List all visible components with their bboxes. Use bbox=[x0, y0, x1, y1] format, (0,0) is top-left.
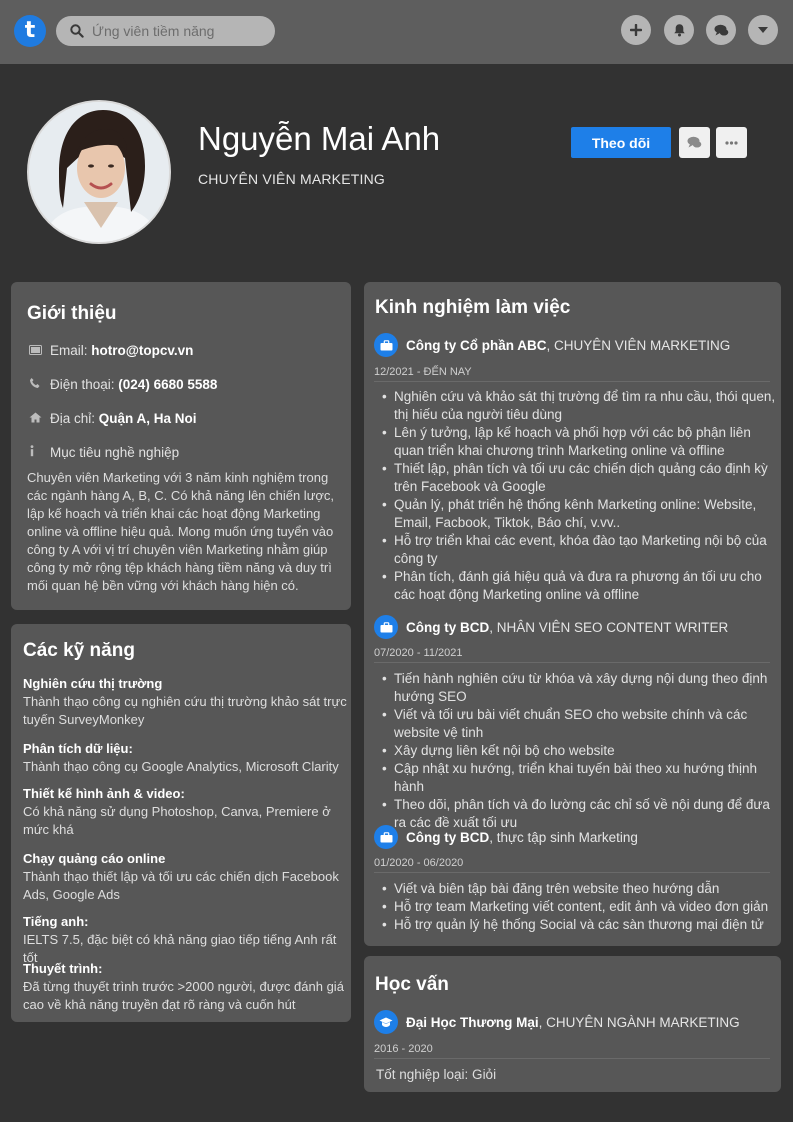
briefcase-icon bbox=[374, 333, 398, 357]
email-icon bbox=[29, 344, 43, 358]
skill-name: Phân tích dữ liệu: bbox=[23, 741, 133, 756]
email-label: Email: bbox=[50, 343, 92, 358]
skill-desc: Thành thạo công cụ Google Analytics, Microsoft Clarity bbox=[23, 759, 339, 774]
objective-text: Chuyên viên Marketing với 3 năm kinh nghiệm trong các ngành hàng A, B, C. Có khả năng lên chiến lược, lập kế hoạch và triển khai các hoạt động Marketing online và offline hiệu quả. Mong muốn ứng tuyển vào công ty A với vị trí chuyên viên Marketing nhằm giúp công ty mở rộng tệp khách hàng tiềm năng và duy trì mối quan hệ bền vững với khách hàng hiện có. bbox=[27, 470, 335, 593]
bell-icon bbox=[673, 23, 686, 37]
experience-heading: Kinh nghiệm làm việc bbox=[375, 297, 571, 318]
address-label: Địa chỉ: bbox=[50, 411, 99, 426]
divider bbox=[374, 1058, 770, 1059]
phone-row bbox=[29, 377, 217, 392]
job-header bbox=[374, 825, 638, 849]
job-date: 07/2020 - 11/2021 bbox=[374, 647, 463, 659]
skill-name: Tiếng anh: bbox=[23, 914, 89, 929]
notifications-button[interactable] bbox=[664, 15, 694, 45]
profile-name: Nguyễn Mai Anh bbox=[198, 120, 441, 157]
phone-icon bbox=[29, 377, 43, 392]
job-bullet: • Cập nhật xu hướng, triển khai tuyến bài theo xu hướng thịnh hành bbox=[382, 760, 777, 796]
divider bbox=[374, 381, 770, 382]
briefcase-icon bbox=[374, 825, 398, 849]
skill-desc: Đã từng thuyết trình trước >2000 người, được đánh giá cao về khả năng truyền đạt rõ ràng và cuốn hút bbox=[23, 979, 344, 1012]
job-bullet: • Xây dựng liên kết nội bộ cho website bbox=[382, 742, 777, 760]
address-value: Quận A, Ha Noi bbox=[98, 411, 197, 426]
job-bullet: • Viết và tối ưu bài viết chuẩn SEO cho website chính và các website vệ tinh bbox=[382, 706, 777, 742]
job-role: , thực tập sinh Marketing bbox=[489, 829, 638, 845]
intro-heading: Giới thiệu bbox=[27, 303, 117, 324]
skill-name: Chạy quảng cáo online bbox=[23, 851, 166, 866]
job-bullet: • Thiết lập, phân tích và tối ưu các chiến dịch quảng cáo định kỳ trên Facebook và Google bbox=[382, 460, 777, 496]
job-date: 01/2020 - 06/2020 bbox=[374, 857, 464, 869]
job-role: , CHUYÊN VIÊN MARKETING bbox=[546, 337, 731, 353]
job-header bbox=[374, 615, 728, 639]
skills-card bbox=[11, 624, 351, 1022]
education-card bbox=[364, 956, 781, 1092]
experience-card bbox=[364, 282, 781, 946]
job-bullet: • Theo dõi, phân tích và đo lường các chỉ số về nội dung để đưa ra các đề xuất tối ưu bbox=[382, 796, 777, 832]
job-bullet: • Tiến hành nghiên cứu từ khóa và xây dựng nội dung theo định hướng SEO bbox=[382, 670, 777, 706]
graduation-cap-icon bbox=[374, 1010, 398, 1034]
education-entry bbox=[374, 1010, 774, 1090]
skill-name: Nghiên cứu thị trường bbox=[23, 676, 163, 691]
job-bullet: • Hỗ trợ team Marketing viết content, edit ảnh và video đơn giản bbox=[382, 898, 777, 916]
job-bullet: • Nghiên cứu và khảo sát thị trường để tìm ra nhu cầu, thói quen, thị hiếu của người tiêu dùng bbox=[382, 388, 777, 424]
caret-down-icon bbox=[758, 27, 768, 33]
job-bullet: • Phân tích, đánh giá hiệu quả và đưa ra phương án tối ưu cho các hoạt động Marketing online và offline bbox=[382, 568, 777, 604]
skill-name: Thuyết trình: bbox=[23, 961, 103, 976]
topcv-logo[interactable]: t bbox=[14, 15, 46, 47]
education-grade: Tốt nghiệp loại: Giỏi bbox=[376, 1067, 497, 1082]
job-bullet: • Hỗ trợ quản lý hệ thống Social và các sàn thương mại điện tử bbox=[382, 916, 777, 934]
add-button[interactable] bbox=[621, 15, 651, 45]
divider bbox=[374, 872, 770, 873]
objective-row bbox=[29, 445, 179, 460]
job-bullets bbox=[382, 670, 777, 832]
job-entry bbox=[374, 333, 774, 605]
email-row bbox=[29, 343, 193, 358]
briefcase-icon bbox=[374, 615, 398, 639]
job-company: Công ty BCD bbox=[406, 829, 490, 845]
phone-value[interactable]: (024) 6680 5588 bbox=[118, 377, 218, 392]
more-options-button[interactable] bbox=[716, 127, 747, 158]
job-company: Công ty Cổ phần ABC bbox=[406, 337, 547, 353]
intro-card bbox=[11, 282, 351, 610]
education-school: Đại Học Thương Mại bbox=[406, 1014, 539, 1030]
skill-desc: Có khả năng sử dụng Photoshop, Canva, Premiere ở mức khá bbox=[23, 804, 331, 837]
account-menu-button[interactable] bbox=[748, 15, 778, 45]
objective-label: Mục tiêu nghề nghiệp bbox=[50, 445, 180, 460]
job-bullet: • Viết và biên tập bài đăng trên website theo hướng dẫn bbox=[382, 880, 777, 898]
divider bbox=[374, 662, 770, 663]
profile-photo bbox=[29, 102, 171, 244]
search-box[interactable] bbox=[56, 16, 275, 46]
profile-avatar bbox=[27, 100, 171, 244]
chat-icon bbox=[714, 24, 729, 37]
address-row bbox=[29, 411, 197, 426]
chat-icon bbox=[687, 136, 702, 149]
messages-button[interactable] bbox=[706, 15, 736, 45]
email-value[interactable]: hotro@topcv.vn bbox=[91, 343, 194, 358]
top-navigation-bar bbox=[0, 0, 793, 64]
job-bullet: • Quản lý, phát triển hệ thống kênh Marketing online: Website, Email, Facbook, Tiktok, Báo chí, v.vv.. bbox=[382, 496, 777, 532]
ellipsis-icon bbox=[725, 141, 738, 145]
job-company: Công ty BCD bbox=[406, 619, 490, 635]
search-input[interactable] bbox=[92, 21, 268, 41]
job-entry bbox=[374, 615, 774, 830]
info-icon bbox=[29, 445, 43, 460]
phone-label: Điện thoại: bbox=[50, 377, 119, 392]
skills-heading: Các kỹ năng bbox=[23, 640, 135, 661]
education-header bbox=[374, 1010, 740, 1034]
search-icon bbox=[70, 24, 84, 38]
message-button[interactable] bbox=[679, 127, 710, 158]
skill-name: Thiết kế hình ảnh & video: bbox=[23, 786, 185, 801]
profile-job-title: CHUYÊN VIÊN MARKETING bbox=[198, 171, 385, 187]
education-major: , CHUYÊN NGÀNH MARKETING bbox=[538, 1014, 740, 1030]
education-date: 2016 - 2020 bbox=[374, 1043, 433, 1055]
job-bullet: • Lên ý tưởng, lập kế hoạch và phối hợp với các bộ phận liên quan triển khai chương trình Marketing online và offline bbox=[382, 424, 777, 460]
skill-desc: IELTS 7.5, đặc biệt có khả năng giao tiếp tiếng Anh rất tốt bbox=[23, 932, 337, 965]
skill-desc: Thành thạo thiết lập và tối ưu các chiến dịch Facebook Ads, Google Ads bbox=[23, 869, 339, 902]
plus-icon bbox=[630, 24, 642, 36]
home-icon bbox=[29, 412, 43, 426]
job-bullet: • Hỗ trợ triển khai các event, khóa đào tạo Marketing nội bộ của công ty bbox=[382, 532, 777, 568]
skill-desc: Thành thạo công cụ nghiên cứu thị trường khảo sát trực tuyến SurveyMonkey bbox=[23, 694, 347, 727]
job-bullets bbox=[382, 388, 777, 604]
job-bullets bbox=[382, 880, 777, 934]
job-header bbox=[374, 333, 730, 357]
job-role: , NHÂN VIÊN SEO CONTENT WRITER bbox=[489, 619, 729, 635]
job-entry bbox=[374, 825, 774, 937]
job-date: 12/2021 - ĐẾN NAY bbox=[374, 366, 472, 378]
follow-button[interactable]: Theo dõi bbox=[571, 127, 671, 158]
education-heading: Học vấn bbox=[375, 974, 449, 995]
